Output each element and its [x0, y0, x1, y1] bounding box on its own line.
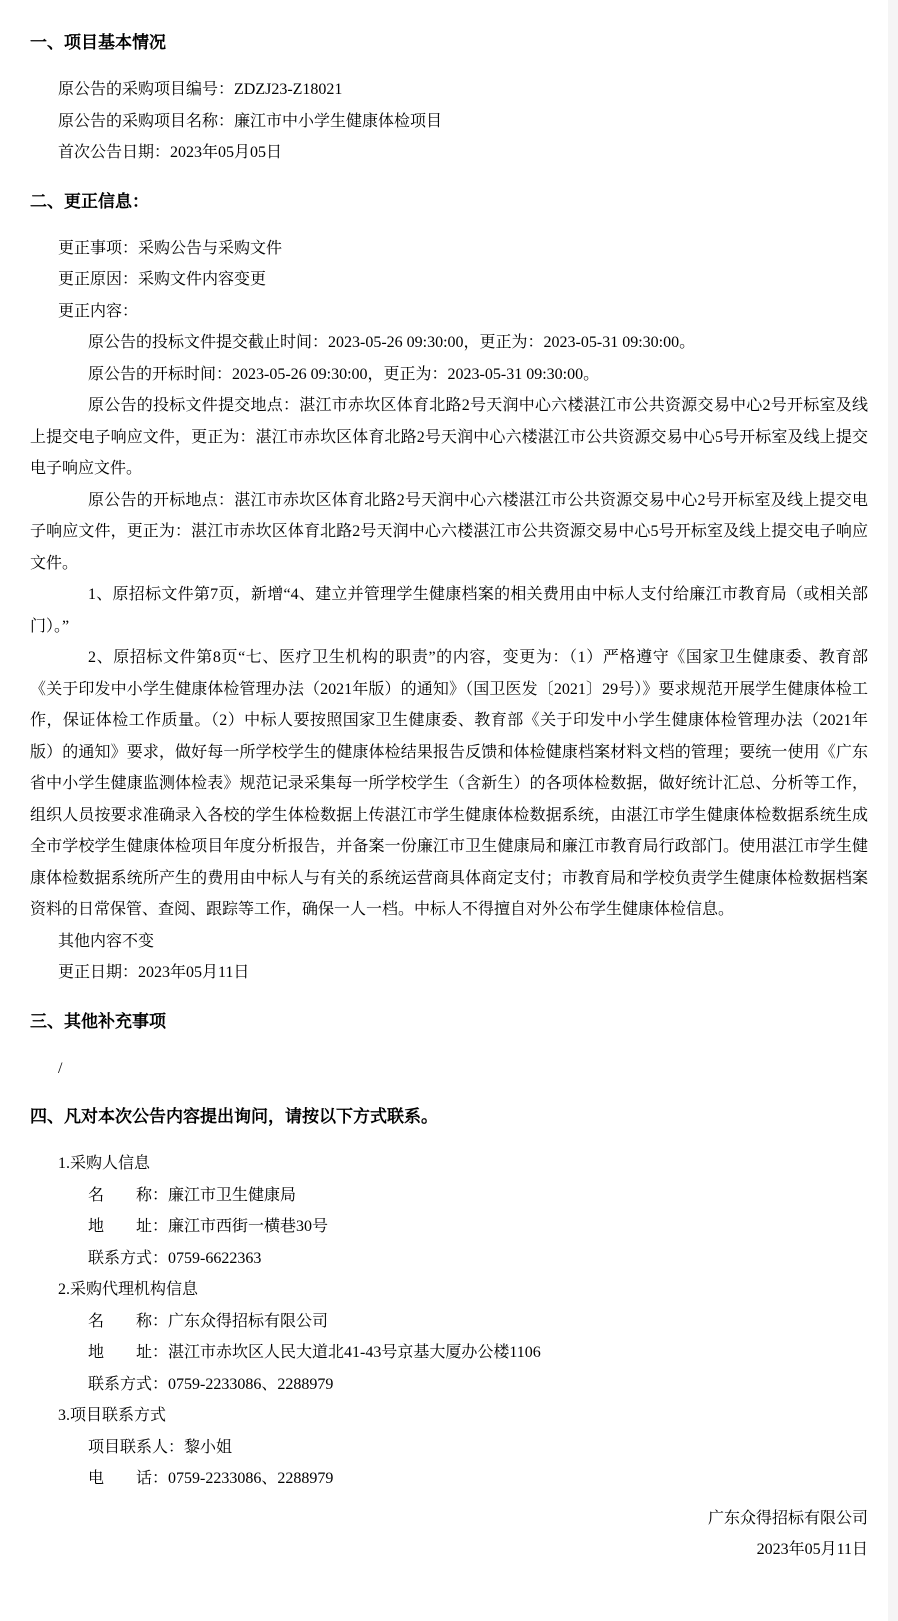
section-project-basic-info — [30, 32, 868, 169]
doc-line-purchaser-name: 名 称：廉江市卫生健康局 — [88, 1186, 297, 1204]
section-heading: 三、其他补充事项 — [30, 1011, 166, 1031]
section-contact-info — [30, 1106, 868, 1495]
section-heading: 二、更正信息： — [30, 191, 149, 211]
doc-line-correction-date: 更正日期：2023年05月11日 — [58, 964, 250, 981]
doc-line-project-number: 原公告的采购项目编号：ZDZJ23-Z18021 — [58, 81, 343, 98]
doc-line-other-unchanged: 其他内容不变 — [58, 932, 155, 950]
doc-line-purchaser-address: 地 址：廉江市西街一横巷30号 — [88, 1218, 329, 1235]
doc-line-correction-item: 更正事项：采购公告与采购文件 — [58, 239, 283, 257]
doc-line-project-name: 原公告的采购项目名称：廉江市中小学生健康体检项目 — [58, 112, 443, 130]
doc-line-first-announce-date: 首次公告日期：2023年05月05日 — [58, 144, 283, 161]
doc-line-project-contact-title: 3.项目联系方式 — [58, 1407, 167, 1424]
doc-paragraph-change-1: 1、原招标文件第7页，新增“4、建立并管理学生健康档案的相关费用由中标人支付给廉江市教育局（或相关部门）。” — [30, 586, 868, 635]
section-heading: 一、项目基本情况 — [30, 33, 166, 52]
doc-line-purchaser-phone: 联系方式：0759-6622363 — [88, 1249, 262, 1267]
doc-paragraph-deadline: 原公告的投标文件提交截止时间：2023-05-26 09:30:00，更正为：2023-05-31 09:30:00。 — [88, 334, 696, 351]
doc-line-project-contact-phone: 电 话：0759-2233086、2288979 — [88, 1470, 334, 1487]
section-heading: 四、凡对本次公告内容提出询问，请按以下方式联系。 — [30, 1107, 438, 1126]
doc-paragraph-bid-open-time: 原公告的开标时间：2023-05-26 09:30:00，更正为：2023-05-31 09:30:00。 — [88, 365, 600, 383]
page-right-gutter — [888, 0, 898, 1621]
doc-paragraph-change-2: 2、原招标文件第8页“七、医疗卫生机构的职责”的内容，变更为：（1）严格遵守《国家卫生健康委、教育部《关于印发中小学生健康体检管理办法（2021年版）的通知》（国卫医发〔2021〕29号）》要求规范开展学生健康体检工作，保证体检工作质量。（2）中标人要按照国家卫生健康委、教育部《关于印发中小学生健康体检管理办法（2021年版）的通知》要求，做好每一所学校学生的健康体检结果报告反馈和体检健康档案材料文档的管理；要统一使用《广东省中小学生健康监测体检表》规范记录采集每一所学校学生（含新生）的各项体检数据，做好统计汇总、分析等工作，组织人员按要求准确录入各校的学生体检数据上传湛江市学生健康体检数据系统，由湛江市学生健康体检数据系统生成全市学校学生健康体检项目年度分析报告，并备案一份廉江市卫生健康局和廉江市教育局行政部门。使用湛江市学生健康体检数据系统所产生的费用由中标人与有关的系统运营商具体商定支付；市教育局和学校负责学生健康体检数据档案资料的日常保管、查阅、跟踪等工作，确保一人一档。中标人不得擅自对外公布学生健康体检信息。 — [30, 649, 868, 918]
doc-line-agency-title: 2.采购代理机构信息 — [58, 1281, 199, 1298]
doc-paragraph-open-place: 原公告的开标地点：湛江市赤坎区体育北路2号天润中心六楼湛江市公共资源交易中心2号开标室及线上提交电子响应文件，更正为：湛江市赤坎区体育北路2号天润中心六楼湛江市公共资源交易中心5号开标室及线上提交电子响应文件。 — [30, 491, 868, 572]
doc-line-agency-phone: 联系方式：0759-2233086、2288979 — [88, 1375, 334, 1393]
signature-company: 广东众得招标有限公司 — [707, 1509, 868, 1527]
signature-date: 2023年05月11日 — [756, 1541, 868, 1558]
section-other-supplementary — [30, 1011, 868, 1085]
doc-line-project-contact-person: 项目联系人：黎小姐 — [88, 1438, 233, 1456]
signature-block — [30, 1503, 868, 1566]
doc-line-correction-reason: 更正原因：采购文件内容变更 — [58, 271, 267, 288]
doc-line-agency-name: 名 称：广东众得招标有限公司 — [88, 1312, 329, 1330]
doc-line-slash: / — [58, 1059, 63, 1077]
doc-paragraph-submit-place: 原公告的投标文件提交地点：湛江市赤坎区体育北路2号天润中心六楼湛江市公共资源交易中心2号开标室及线上提交电子响应文件，更正为：湛江市赤坎区体育北路2号天润中心六楼湛江市公共资源交易中心5号开标室及线上提交电子响应文件。 — [30, 397, 868, 477]
section-correction-info — [30, 191, 868, 989]
doc-line-purchaser-title: 1.采购人信息 — [58, 1155, 151, 1172]
doc-line-correction-content: 更正内容： — [58, 302, 139, 320]
doc-line-agency-address: 地 址：湛江市赤坎区人民大道北41-43号京基大厦办公楼1106 — [88, 1344, 541, 1361]
